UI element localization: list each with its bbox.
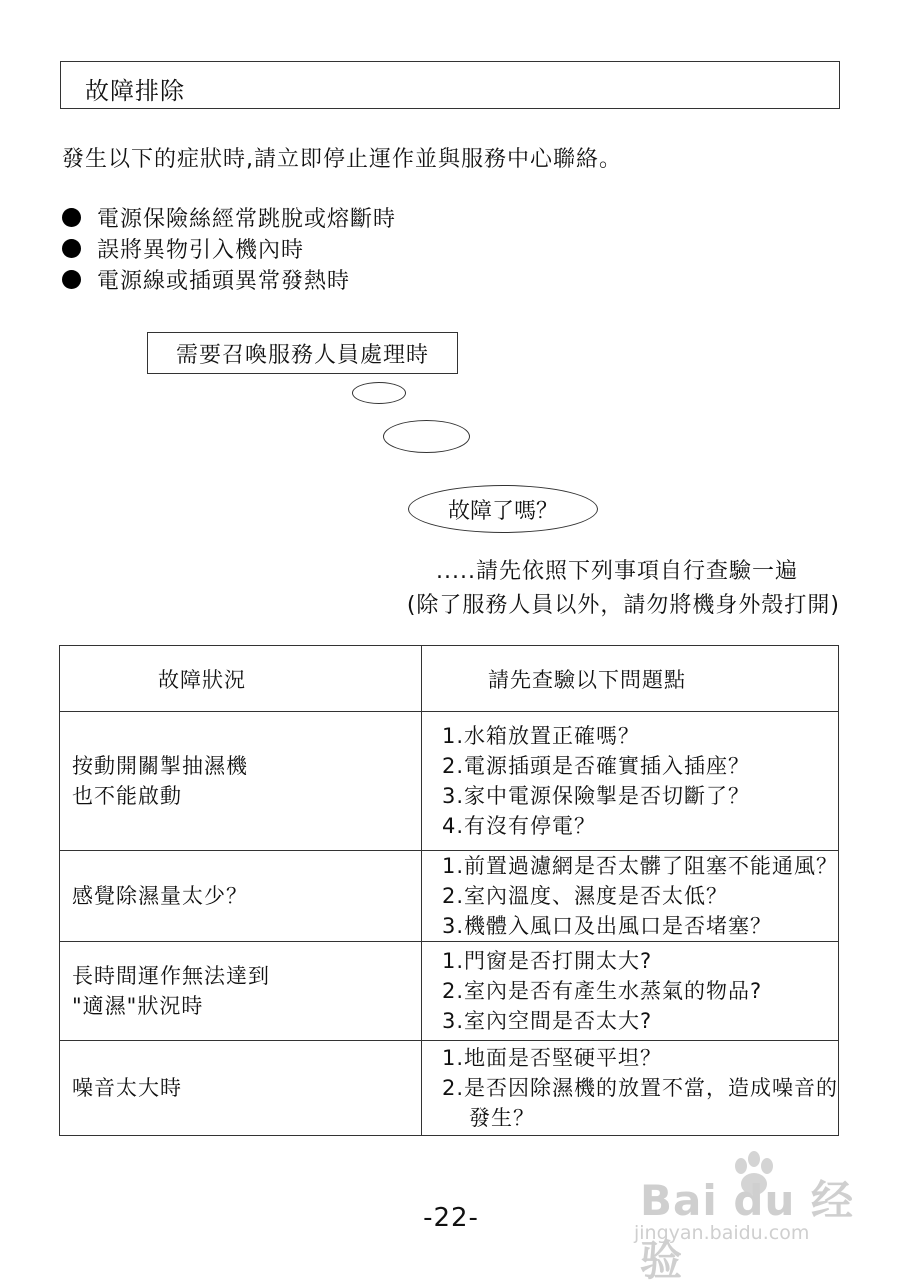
page-number: -22- <box>423 1203 479 1233</box>
warning-item <box>62 202 396 233</box>
troubleshooting-table <box>59 645 839 1136</box>
check-item: 1.水箱放置正確嗎？ <box>441 724 640 748</box>
check-item: 1.前置過濾網是否太髒了阻塞不能通風？ <box>441 854 838 878</box>
header-condition: 故障狀況 <box>60 646 422 712</box>
service-call-box: 需要召喚服務人員處理時 <box>147 332 458 374</box>
warning-text: 電源保險絲經常跳脫或熔斷時 <box>97 207 397 232</box>
checks-cell <box>421 942 838 1041</box>
thought-bubble-small <box>352 382 406 404</box>
table-row <box>60 851 839 942</box>
warning-list <box>62 202 396 295</box>
condition-line: 也不能啟動 <box>72 784 182 808</box>
warning-text: 電源線或插頭異常發熱時 <box>97 269 351 294</box>
condition-cell <box>60 712 422 851</box>
bullet-icon <box>62 208 81 227</box>
bullet-icon <box>62 270 81 289</box>
check-item: 1.地面是否堅硬平坦？ <box>441 1046 662 1070</box>
condition-line: 噪音太大時 <box>72 1076 182 1100</box>
condition-line: "適濕"狀況時 <box>72 994 204 1018</box>
section-title-box <box>60 61 840 109</box>
check-note: .....請先依照下列事項自行查驗一遍 <box>436 559 798 584</box>
thought-bubble-medium <box>383 420 470 453</box>
section-title: 故障排除 <box>85 77 185 105</box>
check-item: 2.是否因除濕機的放置不當，造成噪音的 <box>441 1076 838 1100</box>
warning-text: 誤將異物引入機內時 <box>97 238 305 263</box>
checks-cell <box>421 851 838 942</box>
check-item-continuation: 發生？ <box>468 1106 535 1130</box>
check-item: 1.門窗是否打開太大? <box>441 949 653 973</box>
check-item: 3.室內空間是否太大? <box>441 1009 653 1033</box>
warning-item <box>62 233 396 264</box>
table-header-row <box>60 646 839 712</box>
checks-cell <box>421 712 838 851</box>
condition-cell <box>60 851 422 942</box>
table-row <box>60 1041 839 1136</box>
table-row <box>60 712 839 851</box>
header-checks: 請先查驗以下問題點 <box>421 646 838 712</box>
condition-line: 感覺除濕量太少？ <box>72 884 248 908</box>
check-item: 2.室內溫度、濕度是否太低？ <box>441 884 728 908</box>
check-item: 3.機體入風口及出風口是否堵塞？ <box>441 914 772 938</box>
watermark-url: jingyan.baidu.com <box>634 1222 810 1244</box>
check-item: 2.室內是否有產生水蒸氣的物品? <box>441 979 763 1003</box>
condition-cell <box>60 1041 422 1136</box>
thought-bubble-large <box>408 485 598 533</box>
bullet-icon <box>62 239 81 258</box>
check-item: 2.電源插頭是否確實插入插座？ <box>441 754 750 778</box>
condition-cell <box>60 942 422 1041</box>
check-item: 3.家中電源保險掣是否切斷了？ <box>441 784 750 808</box>
intro-text: 發生以下的症狀時,請立即停止運作並與服務中心聯絡。 <box>62 147 622 172</box>
watermark-logo: Bai du 经验 <box>640 1176 854 1285</box>
baidu-jingyan-watermark <box>634 1150 854 1285</box>
checks-cell <box>421 1041 838 1136</box>
bubble-text: 故障了嗎？ <box>447 498 558 524</box>
casing-warning-note: (除了服務人員以外，請勿將機身外殼打開) <box>406 593 840 618</box>
warning-item <box>62 264 396 295</box>
table-row <box>60 942 839 1041</box>
condition-line: 按動開關掣抽濕機 <box>72 754 248 778</box>
condition-line: 長時間運作無法達到 <box>72 964 270 988</box>
check-item: 4.有沒有停電？ <box>441 814 596 838</box>
